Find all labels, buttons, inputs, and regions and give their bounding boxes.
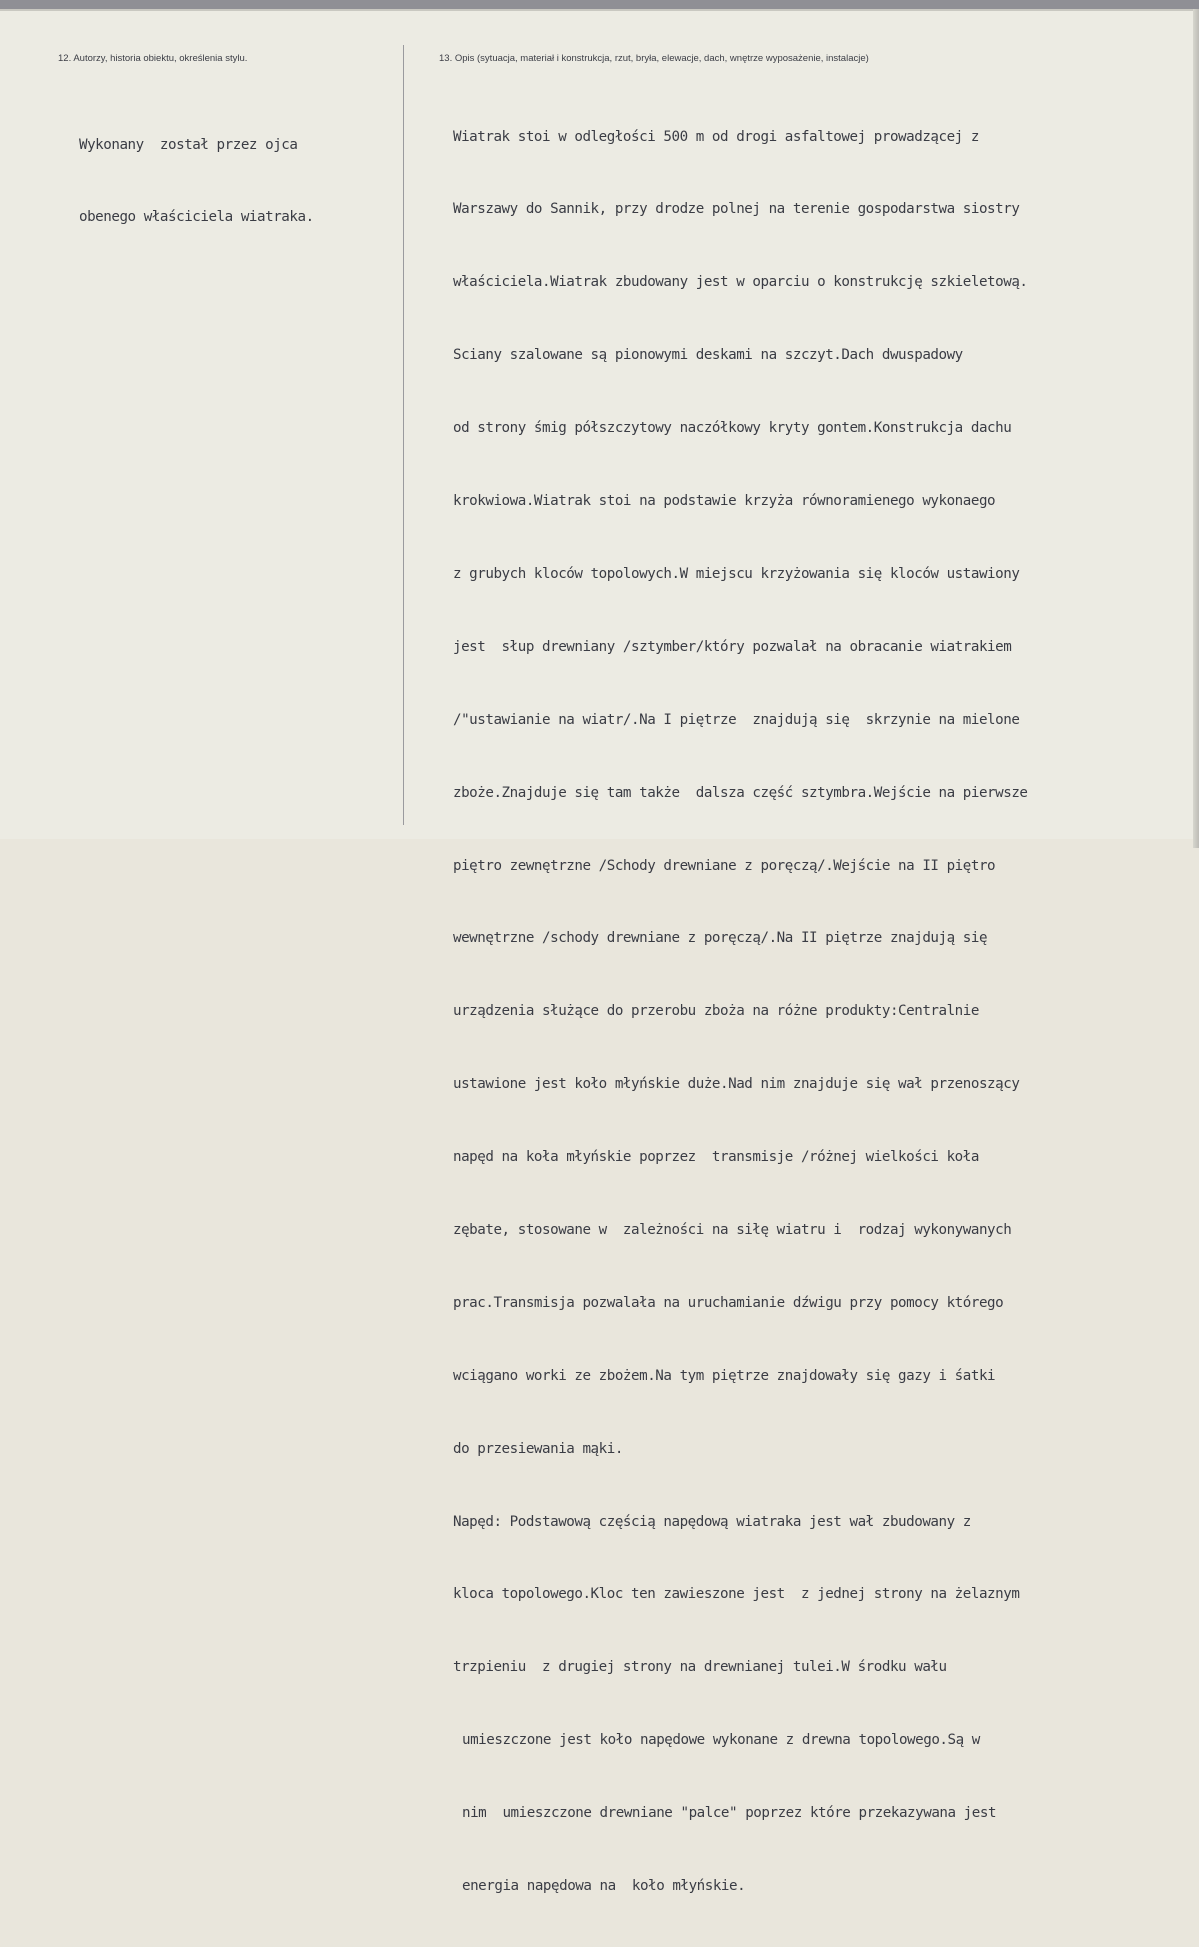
text-line: właściciela.Wiatrak zbudowany jest w oparciu o konstrukcję szkieletową. [453,274,1028,291]
text-line: ustawione jest koło młyńskie duże.Nad nim znajduje się wał przenoszący [453,1076,1020,1093]
text-line: zębate, stosowane w zależności na siłę wiatru i rodzaj wykonywanych [453,1221,1012,1238]
text-line: wciągano worki ze zbożem.Na tym piętrze znajdowały się gazy i śatki [453,1367,996,1384]
text-line: nim umieszczone drewniane "palce" poprzez które przekazywana jest [462,1805,997,1822]
description-text [453,76,1028,1947]
text-line: Wiatrak stoi w odległości 500 m od drogi asfaltowej prowadzącej z [453,128,979,145]
text-line: wewnętrzne /schody drewniane z poręczą/.Na II piętrze znajdują się [453,930,988,947]
text-line: jest słup drewniany /sztymber/który pozwalał na obracanie wiatrakiem [453,638,1012,655]
section-13-header: 13. Opis (sytuacja, materiał i konstrukcja, rzut, bryła, elewacje, dach, wnętrze wyposażenie, instalacje) [439,53,869,64]
section-12-header: 12. Autorzy, historia obiektu, określenia stylu. [58,53,248,64]
text-line: Wykonany został przez ojca [79,136,298,153]
text-line: krokwiowa.Wiatrak stoi na podstawie krzyża równoramienego wykonaego [453,493,996,510]
text-line: trzpieniu z drugiej strony na drewnianej tulei.W środku wału [453,1659,947,1676]
text-line: Napęd: Podstawową częścią napędową wiatraka jest wał zbudowany z [453,1513,971,1530]
text-line: zboże.Znajduje się tam także dalsza część sztymbra.Wejście na pierwsze [453,784,1028,801]
text-line: od strony śmig półszczytowy naczółkowy kryty gontem.Konstrukcja dachu [453,420,1012,437]
text-line: Warszawy do Sannik, przy drodze polnej na terenie gospodarstwa siostry [453,201,1020,218]
text-line: energia napędowa na koło młyńskie. [462,1877,746,1894]
text-line: urządzenia służące do przerobu zboża na różne produkty:Centralnie [453,1003,979,1020]
authors-history-text [79,84,314,278]
text-line: prac.Transmisja pozwalała na uruchamianie dźwigu przy pomocy którego [453,1294,1004,1311]
text-line: kloca topolowego.Kloc ten zawieszone jest z jednej strony na żelaznym [453,1586,1020,1603]
text-line: napęd na koła młyńskie poprzez transmisje /różnej wielkości koła [453,1149,979,1166]
top-edge [0,9,1199,11]
text-line: Sciany szalowane są pionowymi deskami na szczyt.Dach dwuspadowy [453,347,963,364]
column-divider [403,45,404,825]
text-line: z grubych kloców topolowych.W miejscu krzyżowania się kloców ustawiony [453,565,1020,582]
right-edge [1193,9,1199,848]
text-line: umieszczone jest koło napędowe wykonane z drewna topolowego.Są w [462,1732,980,1749]
text-line: obenego właściciela wiatraka. [79,209,314,226]
text-line: piętro zewnętrzne /Schody drewniane z poręczą/.Wejście na II piętro [453,857,996,874]
text-line: /"ustawianie na wiatr/.Na I piętrze znajdują się skrzynie na mielone [453,711,1020,728]
text-line: do przesiewania mąki. [453,1440,623,1457]
